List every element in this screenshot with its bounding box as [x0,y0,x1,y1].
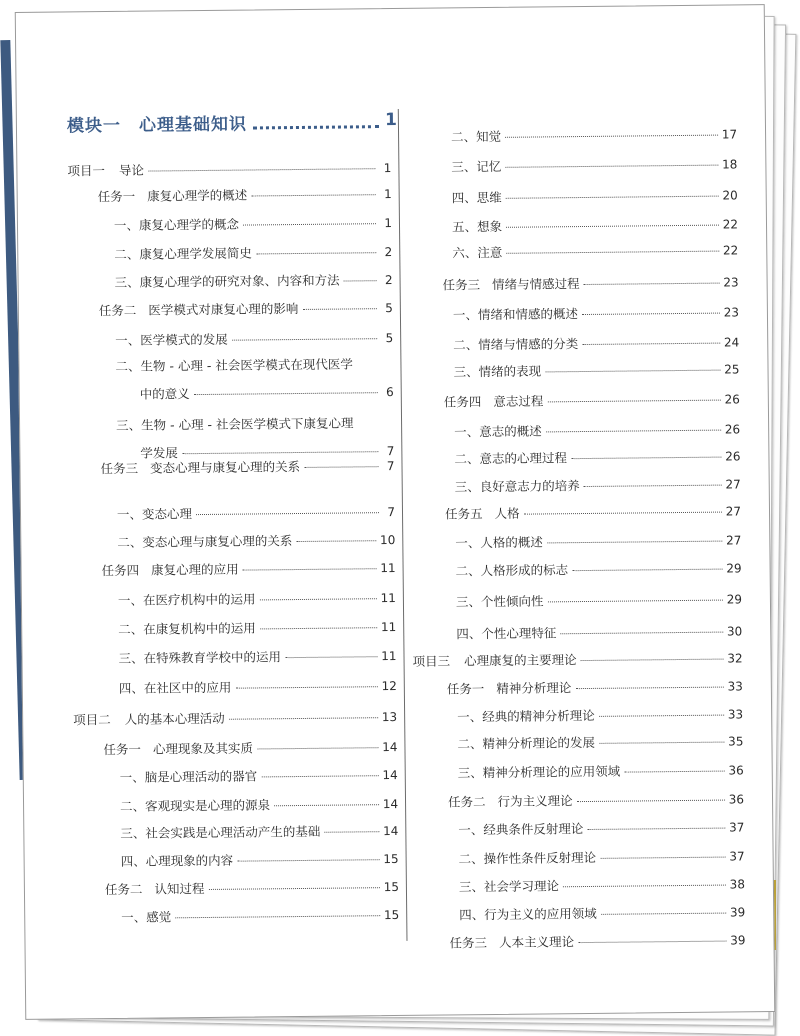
toc-entry-item[interactable] [455,475,741,496]
entry-title-line1: 三、生物 - 心理 - 社会医学模式下康复心理 [116,414,394,435]
dot-leader [253,125,379,129]
dot-leader [545,370,720,373]
column-divider [398,109,408,941]
dot-leader [584,283,720,285]
dot-leader [505,165,718,168]
toc-entry-item[interactable] [452,186,738,207]
toc-entry-item[interactable] [120,766,398,787]
toc-entry-item[interactable] [454,420,740,441]
dot-leader [259,598,376,600]
page-number: 33 [727,677,742,695]
toc-entry-item[interactable] [453,303,739,324]
dot-leader [257,747,378,749]
page-number: 15 [383,850,398,868]
entry-title: 一、在医疗机构中的运用 [118,590,256,609]
entry-title: 一、经典的精神分析理论 [457,707,595,726]
entry-title: 行为主义理论 [497,792,572,811]
entry-title: 三、社会学习理论 [459,877,559,896]
page-number: 33 [728,705,743,723]
page-number: 14 [382,738,397,756]
entry-title: 精神分析理论 [496,679,571,698]
dot-leader [506,251,719,254]
toc-entry-item[interactable] [117,531,395,552]
entry-title: 三、良好意志力的培养 [455,477,580,496]
toc-entry-item[interactable] [456,590,742,611]
toc-entry-task[interactable] [98,185,392,206]
task-prefix: 任务三 [100,460,138,478]
page-number: 1 [380,185,392,203]
task-prefix: 任务三 [449,934,487,952]
task-prefix: 任务一 [447,680,485,698]
page-number: 18 [722,155,737,173]
page-number: 12 [381,677,396,695]
toc-page [15,4,776,1020]
dot-leader [302,308,376,310]
entry-title-line2: 学发展 [140,444,178,462]
toc-entry-item[interactable] [114,243,392,264]
entry-title: 四、个性心理特征 [456,624,556,643]
page-number: 15 [384,878,399,896]
entry-title: 一、人格的概述 [455,533,543,552]
page-number: 5 [381,329,393,347]
toc-entry-item[interactable] [455,531,741,552]
toc-entry-item[interactable] [459,847,745,868]
page-number: 39 [730,903,745,921]
module-page-number: 1 [385,110,397,130]
entry-title: 二、情绪与情感的分类 [453,335,578,354]
toc-entry-item[interactable] [117,503,395,524]
entry-title: 四、在社区中的应用 [119,679,232,698]
entry-title: 一、康复心理学的概念 [114,216,239,235]
dot-leader [243,223,376,225]
page-number: 24 [724,333,739,351]
module-heading [67,105,397,138]
dot-leader [296,540,376,542]
toc-entry-task[interactable] [100,457,394,478]
entry-title: 二、操作性条件反射理论 [459,849,597,868]
dot-leader [175,915,380,918]
toc-entry-task[interactable] [103,738,397,759]
toc-entry-item2[interactable] [115,355,393,404]
toc-entry-item[interactable] [451,155,737,176]
toc-entry-project[interactable] [73,708,397,729]
toc-entry-item[interactable] [452,241,738,262]
toc-entry-item2[interactable] [116,414,394,463]
dot-leader [285,656,377,658]
entry-title: 二、在康复机构中的运用 [118,619,256,638]
dot-leader [581,659,724,661]
page-number: 32 [727,649,742,667]
page-number: 7 [383,503,395,521]
project-prefix: 项目一 [67,162,105,180]
page-number: 23 [724,303,739,321]
toc-entry-item[interactable] [115,329,393,350]
dot-leader [232,338,377,341]
dot-leader [599,715,724,717]
dot-leader [256,252,376,254]
entry-title: 四、心理现象的内容 [121,852,234,871]
dot-leader [563,885,726,888]
entry-title: 一、感觉 [121,908,171,927]
dot-leader [344,280,377,281]
dot-leader [582,313,720,315]
entry-title-line1: 二、生物 - 心理 - 社会医学模式在现代医学 [115,355,393,376]
page-number: 27 [726,502,741,520]
entry-title: 康复心理学的概述 [147,187,247,206]
entry-title: 六、注意 [452,244,502,263]
page-number: 1 [380,214,392,232]
dot-leader [194,392,378,395]
page-number: 38 [730,875,745,893]
task-prefix: 任务四 [102,562,140,580]
toc-entry-item[interactable] [454,447,740,468]
toc-entry-task[interactable] [449,931,745,952]
page-number: 37 [729,818,744,836]
page-number: 13 [382,708,397,726]
dot-leader [547,600,722,603]
toc-entry-item[interactable] [457,705,743,726]
task-prefix: 任务二 [105,881,143,899]
dot-leader [587,828,725,830]
entry-title: 四、思维 [452,189,502,208]
toc-entry-item[interactable] [118,647,396,668]
task-prefix: 任务四 [444,393,482,411]
page-number: 11 [381,647,396,665]
entry-title: 三、情绪的表现 [453,362,541,381]
dot-leader [582,343,720,345]
toc-entry-item[interactable] [121,906,399,927]
toc-entry-item[interactable] [119,677,397,698]
entry-title: 意志过程 [493,392,543,411]
entry-title: 二、精神分析理论的发展 [457,734,595,753]
toc-entry-task[interactable] [105,878,399,899]
entry-title: 二、客观现实是心理的源泉 [120,796,270,816]
toc-entry-item[interactable] [118,589,396,610]
toc-entry-item[interactable] [459,875,745,896]
dot-leader [571,457,721,460]
toc-entry-item[interactable] [458,818,744,839]
entry-title-line2: 中的意义 [140,385,190,404]
page-number: 10 [380,531,395,549]
page-number: 26 [725,420,740,438]
dot-leader [251,194,375,196]
entry-title: 人本主义理论 [499,933,574,952]
toc-entry-task[interactable] [448,790,744,811]
toc-entry-project[interactable] [412,649,742,670]
page-number: 25 [724,360,739,378]
toc-entry-item[interactable] [114,271,392,292]
dot-leader [575,687,723,690]
page-number: 30 [727,622,742,640]
entry-title: 三、在特殊教育学校中的运用 [118,648,281,668]
task-prefix: 任务一 [98,188,136,206]
entry-title: 三、康复心理学的研究对象、内容和方法 [114,272,339,292]
entry-line2 [116,383,394,404]
page-number: 11 [381,589,396,607]
dot-leader [546,430,721,433]
toc-entry-task[interactable] [443,273,739,294]
page-number: 20 [722,186,737,204]
page-number: 7 [382,457,394,475]
dot-leader [274,804,379,806]
dot-leader [599,742,724,744]
project-prefix: 项目三 [412,652,450,670]
page-number: 35 [728,732,743,750]
dot-leader [578,941,726,944]
toc-entry-item[interactable] [456,622,742,643]
toc-entry-task[interactable] [444,390,740,411]
entry-title: 四、行为主义的应用领域 [459,905,597,924]
page-number: 2 [380,243,392,261]
entry-title: 二、知觉 [451,128,501,147]
toc-entry-item[interactable] [456,559,742,580]
dot-leader [506,225,719,228]
page-number: 26 [724,390,739,408]
entry-title: 三、社会实践是心理活动产生的基础 [120,823,320,843]
entry-title: 情绪与情感过程 [492,275,580,294]
task-prefix: 任务三 [443,276,481,294]
entry-title: 医学模式对康复心理的影响 [148,300,298,320]
module-label: 模块一 [67,110,121,136]
dot-leader [229,717,378,720]
entry-title: 康复心理的应用 [151,561,239,580]
page-number: 26 [725,447,740,465]
entry-title: 导论 [119,162,144,180]
entry-title: 五、想象 [452,218,502,237]
dot-leader [584,485,722,487]
task-prefix: 任务二 [99,302,137,320]
entry-title: 一、脑是心理活动的器官 [120,767,258,786]
page-number: 1 [379,159,391,177]
page-number: 14 [382,766,397,784]
entry-title: 一、经典条件反射理论 [458,820,583,839]
dot-leader [243,568,377,570]
entry-title: 认知过程 [154,880,204,899]
page-number: 7 [382,442,394,460]
toc-entry-task[interactable] [102,559,396,580]
dot-leader [208,887,379,890]
dot-leader [600,857,725,859]
project-prefix: 项目二 [73,711,111,729]
entry-title: 一、医学模式的发展 [115,331,228,350]
toc-entry-item[interactable] [459,903,745,924]
toc-entry-item[interactable] [452,215,738,236]
dot-leader [182,451,378,454]
page-number: 17 [722,125,737,143]
dot-leader [261,775,378,777]
page-number: 14 [383,822,398,840]
toc-entry-item[interactable] [451,125,737,146]
dot-leader [196,512,379,515]
page-number: 29 [726,559,741,577]
entry-title: 三、个性倾向性 [456,592,544,611]
left-column [36,9,402,13]
entry-title: 一、情绪和情感的概述 [453,305,578,324]
page-number: 36 [729,790,744,808]
toc-entry-task[interactable] [447,677,743,698]
page-number: 37 [729,847,744,865]
toc-entry-item[interactable] [121,850,399,871]
toc-entry-item[interactable] [453,333,739,354]
dot-leader [304,466,378,468]
entry-title: 人的基本心理活动 [125,710,225,729]
dot-leader [624,771,724,773]
entry-title: 三、记忆 [451,158,501,177]
dot-leader [547,541,722,544]
entry-title: 一、变态心理 [117,505,192,524]
page-number: 29 [727,590,742,608]
entry-title: 二、变态心理与康复心理的关系 [117,532,292,552]
toc-entry-item[interactable] [114,214,392,235]
page-number: 36 [728,761,743,779]
entry-title: 人格 [494,505,519,523]
toc-entry-project[interactable] [67,159,391,180]
toc-entry-item[interactable] [118,618,396,639]
entry-title: 变态心理与康复心理的关系 [150,458,300,478]
page-number: 27 [726,531,741,549]
dot-leader [235,686,377,688]
right-column [400,5,750,9]
toc-entry-item[interactable] [458,761,744,782]
entry-title: 心理现象及其实质 [153,740,253,759]
page-number: 11 [380,559,395,577]
page-number: 5 [381,299,393,317]
entry-title: 二、人格形成的标志 [456,561,569,580]
page-number: 39 [730,931,745,949]
page-number: 22 [723,241,738,259]
dot-leader [148,168,375,171]
entry-title: 二、意志的心理过程 [454,449,567,468]
page-number: 23 [723,273,738,291]
module-title: 心理基础知识 [139,109,247,135]
toc-entry-task[interactable] [99,299,393,320]
dot-leader [324,831,379,833]
page-number: 15 [384,906,399,924]
toc-entry-task[interactable] [445,502,741,523]
task-prefix: 任务二 [448,793,486,811]
dot-leader [577,800,725,803]
toc-entry-item[interactable] [120,795,398,816]
page-number: 27 [725,475,740,493]
entry-title: 二、康复心理学发展简史 [114,244,252,263]
entry-title: 三、精神分析理论的应用领域 [458,763,621,783]
dot-leader [572,569,722,572]
dot-leader [560,632,723,635]
dot-leader [260,627,377,629]
task-prefix: 任务一 [103,741,141,759]
page-number: 11 [381,618,396,636]
entry-title: 一、意志的概述 [454,422,542,441]
toc-entry-item[interactable] [457,732,743,753]
dot-leader [237,859,379,861]
toc-entry-item[interactable] [453,360,739,381]
page-number: 14 [383,795,398,813]
page-number: 22 [723,215,738,233]
entry-title: 心理康复的主要理论 [464,651,577,670]
dot-leader [547,400,720,403]
toc-entry-item[interactable] [120,822,398,843]
dot-leader [505,135,718,138]
dot-leader [601,913,726,915]
page-number: 2 [380,271,392,289]
dot-leader [506,196,719,199]
task-prefix: 任务五 [445,505,483,523]
dot-leader [524,512,722,515]
page-number: 6 [382,383,394,401]
